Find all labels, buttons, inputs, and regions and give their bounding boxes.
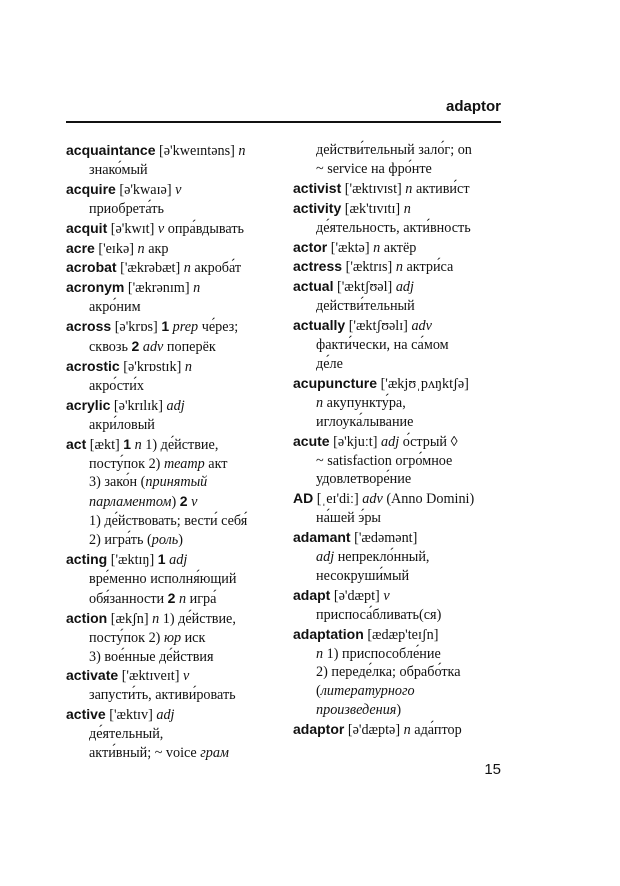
dictionary-continuation-line — [293, 606, 507, 625]
grammar-label: произведения — [316, 702, 397, 719]
entry-text: несокруши́мый — [316, 567, 410, 584]
grammar-label: n — [316, 394, 324, 411]
guide-word: adaptor — [445, 98, 501, 115]
grammar-label: n — [179, 590, 187, 607]
entry-text: действи́тельный — [316, 298, 415, 315]
entry-text: вре́менно исполня́ющий — [89, 570, 237, 587]
grammar-label: prep — [172, 319, 199, 336]
headword: acrylic — [66, 396, 111, 413]
dictionary-continuation-line — [66, 570, 280, 589]
grammar-label: n — [183, 260, 191, 277]
grammar-label: n — [403, 200, 411, 217]
entry-text: [ə'krɪlɪk] — [110, 397, 167, 414]
entry-text: сквозь — [89, 339, 132, 356]
entry-text: ['æktɪvɪst] — [341, 180, 406, 197]
entry-text: поперёк — [163, 339, 216, 356]
grammar-label: литературного — [320, 683, 415, 700]
dictionary-continuation-line — [293, 413, 507, 432]
entry-text: акроба́т — [190, 260, 242, 277]
dictionary-continuation-line — [66, 337, 280, 357]
dictionary-entry-line — [66, 609, 280, 629]
entry-text: удовлетворе́ние — [316, 471, 412, 488]
dictionary-continuation-line — [293, 548, 507, 567]
entry-text: ['eɪkə] — [94, 240, 138, 257]
entry-text: ['ækrənɪm] — [124, 280, 194, 297]
entry-text: знако́мый — [89, 161, 148, 178]
headword: active — [66, 706, 106, 723]
page-number: 15 — [484, 761, 501, 778]
dictionary-entry-line — [66, 666, 280, 686]
entry-text: [ə'dæptə] — [344, 722, 404, 739]
headword: acting — [66, 551, 108, 568]
entry-text: посту́пок 2) — [89, 455, 164, 472]
headword: act — [66, 435, 87, 452]
dictionary-continuation-line — [66, 589, 280, 609]
dictionary-entry-line — [293, 586, 507, 606]
entry-text: акти́вный; ~ voice — [89, 745, 201, 762]
grammar-label: adj — [169, 552, 188, 569]
sense-number: 2 — [167, 589, 176, 606]
entry-text: о́стрый ◊ — [399, 433, 458, 450]
dictionary-continuation-line — [293, 160, 507, 179]
dictionary-entry-line — [293, 489, 507, 509]
entry-text: ['æktə] — [327, 239, 374, 256]
headword: acquit — [66, 219, 108, 236]
headword: acre — [66, 239, 95, 256]
dictionary-entry-line — [66, 317, 280, 337]
headword: acute — [293, 432, 330, 449]
entry-text: ['æktɪveɪt] — [118, 668, 183, 685]
grammar-label: роль — [151, 532, 179, 549]
dictionary-continuation-line — [293, 336, 507, 355]
left-column — [66, 141, 280, 763]
dictionary-entry-line — [293, 432, 507, 452]
headword: adapt — [293, 586, 331, 603]
entry-text: 3) зако́н ( — [89, 474, 146, 491]
entry-text: приспоса́бливать(ся) — [316, 606, 442, 623]
dictionary-continuation-line — [66, 531, 280, 550]
entry-text: акр — [144, 240, 169, 257]
entry-text: ['æktɪŋ] — [107, 552, 158, 569]
headword: actually — [293, 317, 346, 334]
headword: adamant — [293, 529, 351, 546]
grammar-label: v — [191, 494, 198, 511]
dictionary-continuation-line — [293, 141, 507, 160]
entry-text: действи́тельный зало́г; on — [316, 142, 472, 158]
dictionary-entry-line — [293, 257, 507, 277]
dictionary-continuation-line — [66, 492, 280, 512]
entry-text: ['ækjʊˌpʌŋktʃə] — [377, 375, 469, 392]
grammar-label: v — [175, 181, 182, 198]
entry-text: [æk'tɪvɪtɪ] — [341, 200, 404, 217]
dictionary-continuation-line — [293, 394, 507, 413]
dictionary-continuation-line — [66, 200, 280, 219]
entry-text: актёр — [380, 239, 417, 256]
entry-text: посту́пок 2) — [89, 629, 164, 646]
entry-text: опра́вдывать — [164, 220, 245, 237]
dictionary-entry-line — [66, 180, 280, 200]
headword: activity — [293, 199, 342, 216]
dictionary-entry-line — [66, 357, 280, 377]
entry-text: [ə'kjuːt] — [329, 433, 381, 450]
grammar-label: n — [152, 610, 160, 627]
entry-text: [ə'kwaɪə] — [115, 181, 176, 198]
entry-text: [ə'dæpt] — [330, 587, 384, 604]
dictionary-continuation-line — [66, 648, 280, 667]
entry-text: акупункту́ра, — [323, 394, 406, 411]
grammar-label: adv — [142, 339, 164, 356]
dictionary-continuation-line — [293, 297, 507, 316]
grammar-label: театр — [163, 455, 205, 472]
grammar-label: adj — [156, 707, 175, 724]
headword: adaptor — [293, 721, 345, 738]
headword: acrobat — [66, 259, 117, 276]
entry-text: непрекло́нный, — [334, 549, 430, 566]
entry-text: акро́ним — [89, 299, 141, 316]
entry-text: иск — [181, 629, 206, 646]
headword: acupuncture — [293, 374, 378, 391]
entry-text: 2) игра́ть ( — [89, 532, 152, 549]
entry-text: ~ satisfaction огро́мное — [316, 452, 453, 469]
dictionary-continuation-line — [66, 725, 280, 744]
headword: activist — [293, 179, 342, 196]
grammar-label: парламентом — [89, 494, 172, 511]
dictionary-entry-line — [66, 550, 280, 570]
entry-text: че́рез; — [198, 319, 239, 336]
entry-text: [ædæp'teɪʃn] — [363, 626, 439, 643]
dictionary-continuation-line — [66, 473, 280, 492]
entry-text: факти́чески, на са́мом — [316, 337, 449, 354]
entry-text: [ə'krɒstɪk] — [119, 358, 185, 375]
sense-number: 2 — [179, 493, 188, 510]
dictionary-entry-line — [293, 199, 507, 219]
grammar-label: принятый — [145, 474, 208, 491]
headword: action — [66, 609, 108, 626]
grammar-label: adj — [381, 433, 400, 450]
dictionary-continuation-line — [66, 455, 280, 474]
entry-text: иглоука́лывание — [316, 413, 414, 430]
entry-text: 1) де́йствие, — [159, 610, 236, 627]
dictionary-entry-line — [66, 278, 280, 298]
dictionary-continuation-line — [293, 567, 507, 586]
grammar-label: v — [383, 587, 390, 604]
headword: acquaintance — [66, 142, 156, 158]
dictionary-continuation-line — [293, 701, 507, 720]
dictionary-continuation-line — [293, 682, 507, 701]
entry-text: 3) вое́нные де́йствия — [89, 648, 214, 665]
dictionary-continuation-line — [293, 663, 507, 682]
entry-text: ['ædəmənt] — [350, 530, 418, 547]
dictionary-entry-line — [66, 396, 280, 416]
grammar-label: n — [403, 722, 411, 739]
dictionary-entry-line — [66, 219, 280, 239]
grammar-label: n — [193, 280, 201, 297]
grammar-label: adv — [362, 491, 383, 508]
sense-number: 2 — [131, 338, 140, 355]
entry-text: ['æktʃʊəlɪ] — [345, 318, 412, 335]
entry-text: запусти́ть, активи́ровать — [89, 687, 236, 704]
dictionary-entry-line — [293, 625, 507, 645]
dictionary-continuation-line — [66, 161, 280, 180]
entry-text: ) — [171, 494, 180, 511]
entry-text: акт — [204, 455, 228, 472]
grammar-label: n — [405, 180, 413, 197]
dictionary-entry-line — [293, 374, 507, 394]
entry-text: ['æktɪv] — [105, 707, 157, 724]
entry-text: на́шей э́ры — [316, 510, 381, 527]
grammar-label: n — [238, 143, 246, 159]
entry-text: 2) переде́лка; обрабо́тка — [316, 664, 461, 681]
dictionary-continuation-line — [293, 470, 507, 489]
dictionary-continuation-line — [293, 219, 507, 238]
sense-number: 1 — [161, 318, 170, 335]
dictionary-entry-line — [293, 179, 507, 199]
dictionary-continuation-line — [66, 744, 280, 763]
right-column — [293, 141, 507, 740]
entry-text: де́ятельность, акти́вность — [316, 219, 471, 236]
headword: acquire — [66, 180, 116, 197]
entry-text: ) — [396, 702, 402, 719]
grammar-label: v — [157, 220, 165, 237]
grammar-label: adj — [395, 279, 414, 296]
sense-number: 1 — [157, 551, 166, 568]
entry-text: [ækʃn] — [107, 610, 153, 627]
dictionary-continuation-line — [66, 377, 280, 396]
grammar-label: юр — [163, 629, 182, 646]
dictionary-continuation-line — [293, 645, 507, 664]
grammar-label: n — [316, 645, 324, 662]
headword: actress — [293, 258, 343, 275]
entry-text: акро́сти́х — [89, 377, 144, 394]
entry-text: [ə'kweɪntəns] — [155, 143, 239, 159]
entry-text: 1) де́йствие, — [141, 436, 219, 453]
entry-text: обя́занности — [89, 590, 168, 607]
entry-text: [ə'krɒs] — [111, 319, 162, 336]
dictionary-entry-line — [293, 528, 507, 548]
entry-text: [ə'kwɪt] — [107, 220, 158, 237]
entry-text: 1) де́йствовать; вести́ себя́ — [89, 513, 248, 530]
dictionary-entry-line — [293, 277, 507, 297]
headword: actual — [293, 278, 334, 295]
dictionary-entry-line — [66, 258, 280, 278]
dictionary-continuation-line — [66, 512, 280, 531]
headword: acrostic — [66, 357, 120, 374]
dictionary-continuation-line — [293, 355, 507, 374]
dictionary-entry-line — [66, 705, 280, 725]
grammar-label: adj — [316, 549, 335, 566]
dictionary-continuation-line — [66, 686, 280, 705]
entry-text: ( — [316, 683, 321, 700]
grammar-label: n — [134, 436, 142, 453]
dictionary-continuation-line — [66, 298, 280, 317]
entry-text: 1) приспособле́ние — [323, 645, 441, 662]
dictionary-continuation-line — [66, 629, 280, 648]
grammar-label: n — [137, 240, 145, 257]
headword: acronym — [66, 279, 125, 296]
headword: activate — [66, 667, 119, 684]
entry-text: [ækt] — [86, 436, 124, 453]
headword: across — [66, 318, 112, 335]
grammar-label: грам — [200, 745, 229, 762]
dictionary-entry-line — [66, 141, 280, 161]
entry-text: актри́са — [402, 259, 454, 276]
grammar-label: n — [184, 358, 192, 375]
grammar-label: v — [182, 668, 190, 685]
entry-text: ) — [178, 532, 183, 549]
dictionary-entry-line — [66, 435, 280, 455]
grammar-label: n — [373, 239, 381, 256]
entry-text: [ˌeɪ'diː] — [313, 491, 363, 508]
entry-text: ~ service на фро́нте — [316, 160, 432, 177]
headword: actor — [293, 238, 328, 255]
entry-text: активи́ст — [412, 180, 470, 197]
dictionary-entry-line — [293, 238, 507, 258]
sense-number: 1 — [123, 435, 132, 452]
dictionary-entry-line — [293, 316, 507, 336]
entry-text: ['æktʃʊəl] — [333, 279, 396, 296]
entry-text: ада́птор — [410, 722, 462, 739]
entry-text: акри́ловый — [89, 416, 155, 433]
entry-text: ['ækrəbæt] — [116, 260, 184, 277]
headword: AD — [293, 490, 314, 507]
grammar-label: n — [395, 259, 403, 276]
dictionary-continuation-line — [66, 416, 280, 435]
entry-text: (Anno Domini) — [382, 491, 475, 508]
entry-text: приобрета́ть — [89, 200, 164, 217]
dictionary-continuation-line — [293, 452, 507, 471]
headword: adaptation — [293, 625, 364, 642]
dictionary-entry-line — [66, 239, 280, 259]
entry-text: ['æktrɪs] — [342, 259, 396, 276]
grammar-label: adj — [166, 397, 185, 414]
entry-text: де́ле — [316, 355, 343, 372]
grammar-label: adv — [411, 318, 432, 335]
dictionary-entry-line — [293, 720, 507, 740]
dictionary-continuation-line — [293, 509, 507, 528]
header-rule — [66, 121, 501, 123]
entry-text: игра́ — [186, 590, 217, 607]
entry-text: де́ятельный, — [89, 726, 164, 743]
